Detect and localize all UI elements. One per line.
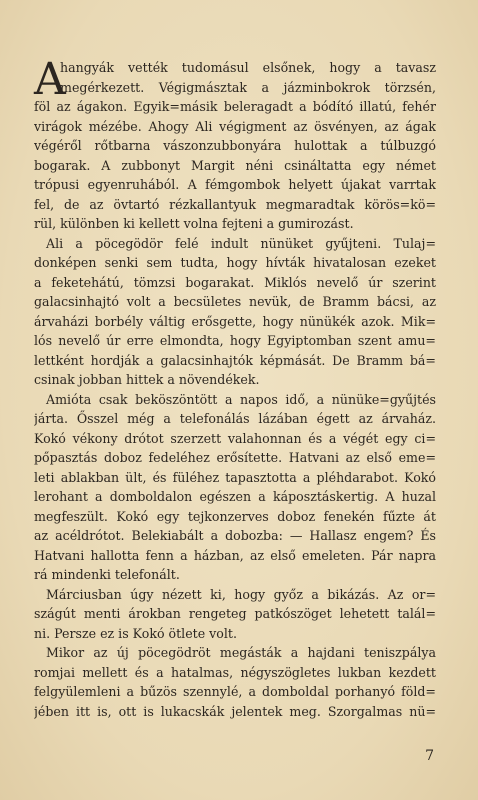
text-line: donképen senki sem tudta, hogy hívták hivatalosan ezeket (34, 255, 436, 270)
text-body (34, 54, 436, 721)
text-line: felgyülemleni a bűzös szennylé, a domboldal porhanyó föld= (34, 684, 436, 699)
text-line: csinak jobban hittek a növendékek. (34, 372, 260, 387)
text-line: ni. Persze ez is Kokó ötlete volt. (34, 625, 237, 641)
text-line: Amióta csak beköszöntött a napos idő, a nünüke=gyűjtés (46, 391, 436, 407)
text-line: a feketehátú, tömzsi bogarakat. Miklós nevelő úr szerint (34, 274, 436, 290)
text-line: bogarak. A zubbonyt Margit néni csináltatta egy német (34, 157, 436, 173)
text-line: megérkezett. Végigmásztak a jázminbokrok törzsén, (60, 79, 436, 95)
text-line: fel, de az övtartó rézkallantyuk megmaradtak körös=kö= (34, 196, 436, 212)
page-number: 7 (425, 748, 434, 764)
text-line: lerohant a domboldalon egészen a káposztáskertig. A huzal (34, 489, 436, 504)
text-line: Ali a pöcegödör felé indult nünüket gyűjteni. Tulaj= (46, 235, 436, 251)
text-line: föl az ágakon. Egyik=másik beleragadt a bódító illatú, fehér (34, 99, 436, 114)
text-line: lettként hordják a galacsinhajtók képmását. De Bramm bá= (34, 352, 436, 368)
text-line: megfeszült. Kokó egy tejkonzerves doboz fenekén fűzte át (34, 508, 436, 524)
text-line: rá mindenki telefonált. (34, 567, 180, 582)
text-line: Hatvani hallotta fenn a házban, az első emeleten. Pár napra (34, 547, 436, 563)
text-line: romjai mellett és a hatalmas, négyszögletes lukban kezdett (34, 664, 436, 680)
text-line: leti ablakban ült, és füléhez tapasztotta a pléhdarabot. Kokó (34, 469, 436, 485)
drop-cap: A (34, 54, 66, 105)
text-line: trópusi egyenruhából. A fémgombok helyett újakat varrtak (34, 177, 436, 192)
text-line: hangyák vették tudomásul elsőnek, hogy a tavasz (60, 60, 436, 75)
text-line: végéről rőtbarna vászonzubbonyára hulottak a túlbuzgó (34, 138, 436, 153)
text-line: Kokó vékony drótot szerzett valahonnan és a végét egy ci= (34, 430, 436, 446)
text-line: jében itt is, ott is lukacskák jelentek meg. Szorgalmas nü= (34, 703, 436, 719)
text-line: Mikor az új pöcegödröt megásták a hajdani teniszpálya (46, 645, 436, 660)
text-line: az acéldrótot. Belekiabált a dobozba: — Hallasz engem? És (34, 528, 436, 543)
text-line: rül, különben ki kellett volna fejteni a gumirozást. (34, 216, 354, 231)
text-line: árvaházi borbély váltig erősgette, hogy nünükék azok. Mik= (34, 313, 436, 329)
text-line: szágút menti árokban rengeteg patkószöget lehetett talál= (34, 606, 436, 621)
text-line: Márciusban úgy nézett ki, hogy győz a bikázás. Az or= (46, 586, 436, 602)
text-line: virágok mézébe. Ahogy Ali végigment az ösvényen, az ágak (34, 118, 436, 134)
text-line: pőpasztás doboz fedeléhez erősítette. Hatvani az első eme= (34, 450, 436, 465)
text-line: járta. Ősszel még a telefonálás lázában égett az árvaház. (34, 411, 436, 426)
text-line: lós nevelő úr erre elmondta, hogy Egyiptomban szent amu= (34, 333, 436, 348)
text-line: galacsinhajtó volt a becsületes nevük, de Bramm bácsi, az (34, 294, 436, 309)
